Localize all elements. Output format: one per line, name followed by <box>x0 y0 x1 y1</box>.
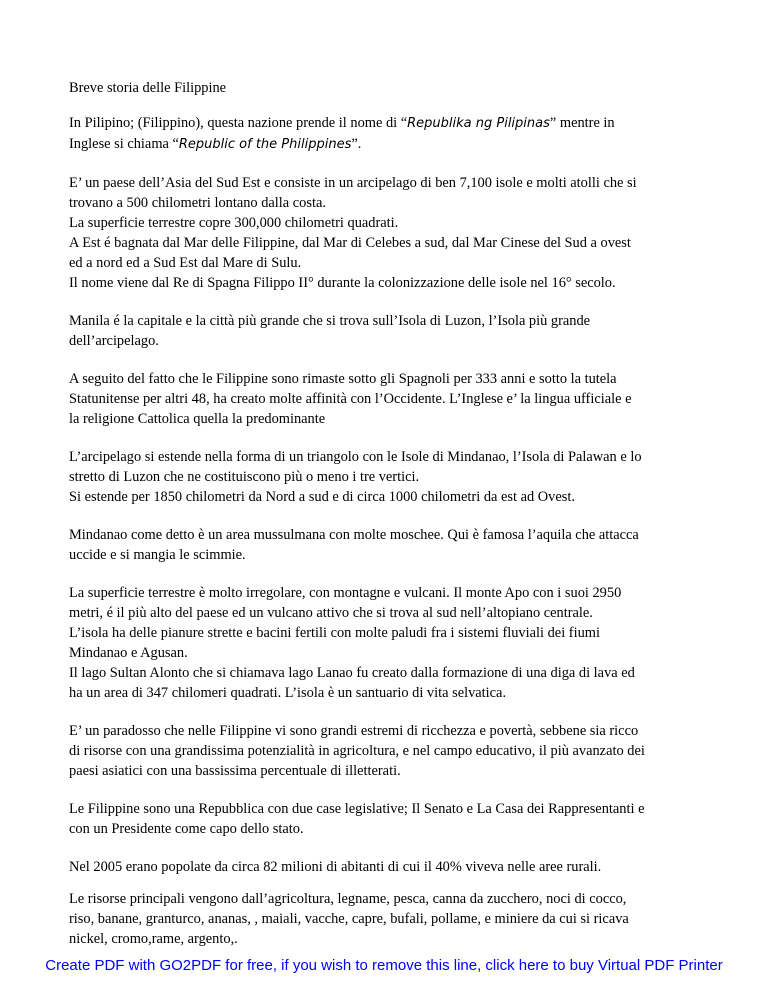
text-line: stretto di Luzon che ne costituiscono più o meno i tre vertici. <box>69 469 420 485</box>
text-line: E’ un paese dell’Asia del Sud Est e consiste in un arcipelago di ben 7,100 isole e molti atolli che si <box>69 175 637 191</box>
paragraph-resources <box>69 889 709 949</box>
text-line: La superficie terrestre è molto irregolare, con montagne e vulcani. Il monte Apo con i suoi 2950 <box>69 585 622 601</box>
text-line: Statunitense per altri 48, ha creato molte affinità con l’Occidente. L’Inglese e’ la lingua ufficiale e <box>69 391 632 407</box>
paragraph-mindanao <box>69 525 709 565</box>
text-line: dell’arcipelago. <box>69 333 159 349</box>
intro-text-1: In Pilipino; (Filippino), questa nazione prende il nome di “ <box>69 115 408 131</box>
paragraph-geography <box>69 173 709 293</box>
text-line: riso, banane, granturco, ananas, , maiali, vacche, capre, bufali, pollame, e miniere da cui si ricava <box>69 911 629 927</box>
go2pdf-footer-link[interactable]: Create PDF with GO2PDF for free, if you wish to remove this line, click here to buy Virtual PDF Printer <box>45 957 723 974</box>
text-line: A Est é bagnata dal Mar delle Filippine, dal Mar di Celebes a sud, dal Mar Cinese del Sud a ovest <box>69 235 631 251</box>
paragraph-history <box>69 369 709 429</box>
paragraph-population <box>69 857 709 877</box>
text-line: A seguito del fatto che le Filippine sono rimaste sotto gli Spagnoli per 333 anni e sotto la tutela <box>69 371 617 387</box>
text-line: Le Filippine sono una Repubblica con due case legislative; Il Senato e La Casa dei Rappresentanti e <box>69 801 645 817</box>
text-line: Nel 2005 erano popolate da circa 82 milioni di abitanti di cui il 40% viveva nelle aree rurali. <box>69 859 602 875</box>
text-line: Il lago Sultan Alonto che si chiamava lago Lanao fu creato dalla formazione di una diga di lava ed <box>69 665 635 681</box>
text-line: ed a nord ed a Sud Est dal Mare di Sulu. <box>69 255 302 271</box>
paragraph-terrain <box>69 583 709 703</box>
text-line: con un Presidente come capo dello stato. <box>69 821 304 837</box>
paragraph-paradox <box>69 721 709 781</box>
paragraph-republic <box>69 799 709 839</box>
text-line: Mindanao come detto è un area mussulmana con molte moschee. Qui è famosa l’aquila che attacca <box>69 527 639 543</box>
document-title: Breve storia delle Filippine <box>69 80 227 96</box>
intro-text-4: ”. <box>351 136 362 152</box>
text-line: metri, é il più alto del paese ed un vulcano attivo che si trova al sud nell’altopiano centrale. <box>69 605 593 621</box>
paragraph-intro <box>69 113 709 155</box>
text-line: ha un area di 347 chilomeri quadrati. L’isola è un santuario di vita selvatica. <box>69 685 507 701</box>
text-line: Mindanao e Agusan. <box>69 645 188 661</box>
intro-text-2: ” mentre in <box>549 115 615 131</box>
text-line: Si estende per 1850 chilometri da Nord a sud e di circa 1000 chilometri da est ad Ovest. <box>69 489 575 505</box>
text-line: trovano a 500 chilometri lontano dalla costa. <box>69 195 326 211</box>
paragraph-manila <box>69 311 709 351</box>
text-line: la religione Cattolica quella la predominante <box>69 411 326 427</box>
text-line: uccide e si mangia le scimmie. <box>69 547 246 563</box>
text-line: L’isola ha delle pianure strette e bacini fertili con molte paludi fra i sistemi fluviali dei fiumi <box>69 625 600 641</box>
text-line: paesi asiatici con una bassissima percentuale di illetterati. <box>69 763 401 779</box>
text-line: nickel, cromo,rame, argento,. <box>69 931 238 947</box>
text-line: E’ un paradosso che nelle Filippine vi sono grandi estremi di ricchezza e povertà, sebbene sia ricco <box>69 723 639 739</box>
text-line: L’arcipelago si estende nella forma di un triangolo con le Isole di Mindanao, l’Isola di Palawan e lo <box>69 449 642 465</box>
text-line: di risorse con una grandissima potenzialità in agricoltura, e nel campo educativo, il più avanzato dei <box>69 743 645 759</box>
text-line: Manila é la capitale e la città più grande che si trova sull’Isola di Luzon, l’Isola più grande <box>69 313 591 329</box>
document-body <box>69 78 709 949</box>
country-name-english: Republic of the Philippines <box>178 137 352 152</box>
text-line: La superficie terrestre copre 300,000 chilometri quadrati. <box>69 215 399 231</box>
country-name-local: Republika ng Pilipinas <box>407 116 550 131</box>
intro-text-3: Inglese si chiama “ <box>69 136 179 152</box>
text-line: Il nome viene dal Re di Spagna Filippo II° durante la colonizzazione delle isole nel 16° secolo. <box>69 275 616 291</box>
paragraph-triangle <box>69 447 709 507</box>
text-line: Le risorse principali vengono dall’agricoltura, legname, pesca, canna da zucchero, noci di cocco, <box>69 891 627 907</box>
